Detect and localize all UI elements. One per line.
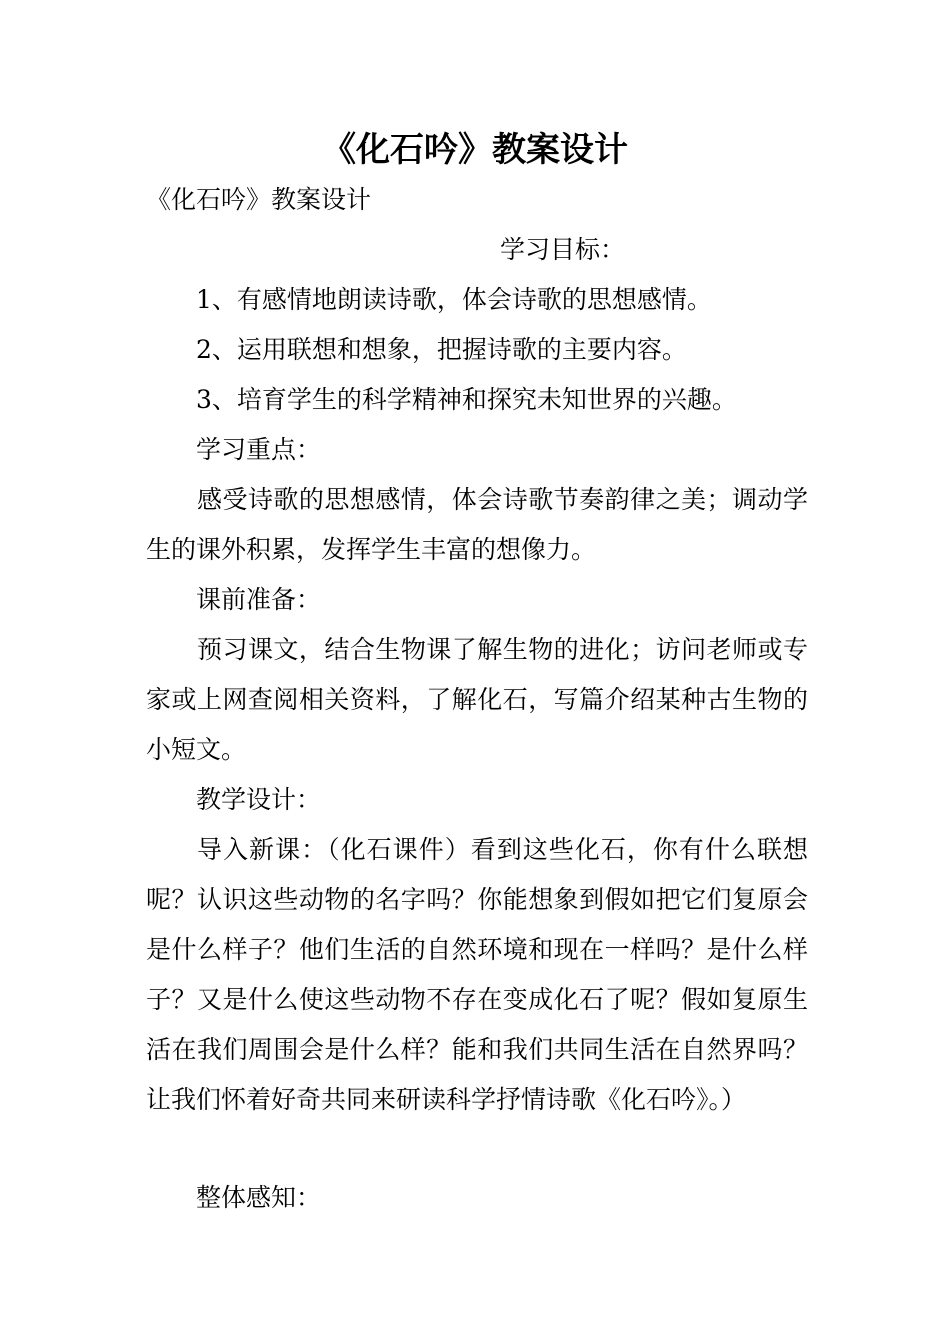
key-points-heading: 学习重点： [196,435,322,464]
objective-item: 1、有感情地朗读诗歌，体会诗歌的思想感情。 [196,285,712,314]
objective-item: 2、运用联想和想象，把握诗歌的主要内容。 [196,335,687,364]
document-title: 《化石吟》教案设计 [322,130,628,170]
overall-heading: 整体感知： [196,1183,322,1212]
key-points-paragraph: 感受诗歌的思想感情，体会诗歌节奏韵律之美；调动学生的课外积累，发挥学生丰富的想像力。 [146,485,808,564]
document-subtitle: 《化石吟》教案设计 [146,185,372,214]
introduction-paragraph: 导入新课：（化石课件）看到这些化石，你有什么联想呢？认识这些动物的名字吗？你能想象到假如把它们复原会是什么样子？他们生活的自然环境和现在一样吗？是什么样子？又是什么使这些动物不存在变成化石了呢？假如复原生活在我们周围会是什么样？能和我们共同生活在自然界吗？让我们怀着好奇共同来研读科学抒情诗歌《化石吟》。） [146,835,808,1114]
design-heading: 教学设计： [196,785,322,814]
preparation-heading: 课前准备： [196,585,322,614]
preparation-paragraph: 预习课文，结合生物课了解生物的进化；访问老师或专家或上网查阅相关资料，了解化石，写篇介绍某种古生物的小短文。 [146,635,808,764]
objectives-heading: 学习目标： [500,235,626,264]
objective-item: 3、培育学生的科学精神和探究未知世界的兴趣。 [196,385,737,414]
